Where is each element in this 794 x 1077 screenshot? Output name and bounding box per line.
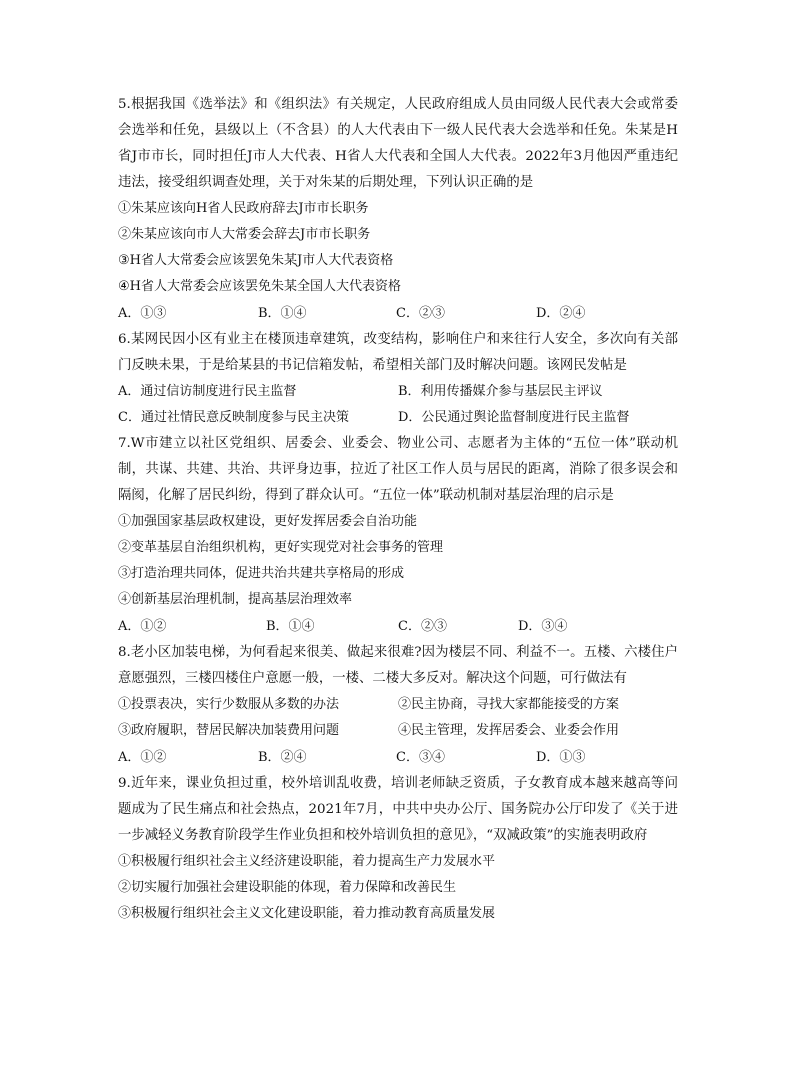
option-c[interactable]: C．②③ [398, 619, 447, 634]
option-d[interactable]: D．②④ [536, 306, 586, 321]
question-8-item-2: ②民主协商，寻找大家都能接受的方案 [398, 697, 620, 712]
question-8-stem: 8.老小区加装电梯，为何看起来很美、做起来很难?因为楼层不同、利益不一。五楼、六楼住户意愿强烈，三楼四楼住户意愿一般，一楼、二楼大多反对。解决这个问题，可行做法有 [118, 645, 678, 686]
option-c[interactable]: C．②③ [396, 306, 445, 321]
question-7-item-2: ②变革基层自治组织机构，更好实现党对社会事务的管理 [118, 540, 444, 555]
question-7-options [118, 613, 678, 640]
option-b[interactable]: B．②④ [258, 750, 307, 765]
question-8-options [118, 744, 678, 771]
question-9-item-2: ②切实履行加强社会建设职能的体现，着力保障和改善民生 [118, 880, 457, 895]
question-7-item-3: ③打造治理共同体，促进共治共建共享格局的形成 [118, 566, 405, 581]
option-b[interactable]: B．①④ [258, 306, 307, 321]
question-8-item-3: ③政府履职，替居民解决加装费用问题 [118, 723, 340, 738]
question-5-item-1: ①朱某应该向H省人民政府辞去J市市长职务 [118, 201, 369, 216]
question-9-stem: 9.近年来，课业负担过重，校外培训乱收费，培训老师缺乏资质，子女教育成本越来越高等问题成为了民生痛点和社会热点，2021年7月，中共中央办公厅、国务院办公厅印发了《关于进一步减轻义务教育阶段学生作业负担和校外培训负担的意见》，“双减政策”的实施表明政府 [118, 776, 678, 843]
question-9-item-3: ③积极履行组织社会主义文化建设职能，着力推动教育高质量发展 [118, 906, 496, 921]
question-5-item-3: ③H省人大常委会应该罢免朱某J市人大代表资格 [118, 253, 394, 268]
option-c[interactable]: C．通过社情民意反映制度参与民主决策 [118, 410, 349, 425]
question-8-items [118, 692, 678, 744]
question-5-item-4: ④H省人大常委会应该罢免朱某全国人大代表资格 [118, 279, 401, 294]
question-6-options [118, 379, 678, 431]
question-5-stem: 5.根据我国《选举法》和《组织法》有关规定，人民政府组成人员由同级人民代表大会或常委会选举和任免，县级以上（不含县）的人大代表由下一级人民代表大会选举和任免。朱某是H省J市市长，同时担任J市人大代表、H省人大代表和全国人大代表。2022年3月他因严重违纪违法，接受组织调查处理，关于对朱某的后期处理，下列认识正确的是 [118, 97, 678, 190]
question-7-stem: 7.W市建立以社区党组织、居委会、业委会、物业公司、志愿者为主体的“五位一体”联动机制，共谋、共建、共治、共评身边事，拉近了社区工作人员与居民的距离，消除了很多误会和隔阂，化解了居民纠纷，得到了群众认可。“五位一体”联动机制对基层治理的启示是 [118, 436, 678, 503]
question-7-item-4: ④创新基层治理机制，提高基层治理效率 [118, 592, 353, 607]
option-a[interactable]: A．通过信访制度进行民主监督 [118, 384, 297, 399]
option-d[interactable]: D．①③ [536, 750, 586, 765]
question-8-item-4: ④民主管理，发挥居委会、业委会作用 [398, 723, 620, 738]
question-8-item-1: ①投票表决，实行少数服从多数的办法 [118, 697, 340, 712]
option-d[interactable]: D．③④ [518, 619, 568, 634]
question-5-options [118, 300, 678, 327]
option-b[interactable]: B．利用传播媒介参与基层民主评议 [398, 384, 603, 399]
question-9-item-1: ①积极履行组织社会主义经济建设职能，着力提高生产力发展水平 [118, 854, 496, 869]
question-5-item-2: ②朱某应该向市人大常委会辞去J市市长职务 [118, 227, 371, 242]
exam-page [118, 92, 678, 927]
question-6-stem: 6.某网民因小区有业主在楼顶违章建筑，改变结构，影响住户和来往行人安全，多次向有关部门反映未果，于是给某县的书记信箱发帖，希望相关部门及时解决问题。该网民发帖是 [118, 332, 678, 373]
option-a[interactable]: A．①③ [118, 306, 167, 321]
option-c[interactable]: C．③④ [396, 750, 445, 765]
option-d[interactable]: D．公民通过舆论监督制度进行民主监督 [398, 410, 630, 425]
option-b[interactable]: B．①④ [266, 619, 315, 634]
question-7-item-1: ①加强国家基层政权建设，更好发挥居委会自治功能 [118, 514, 418, 529]
option-a[interactable]: A．①② [118, 750, 167, 765]
option-a[interactable]: A．①② [118, 619, 167, 634]
